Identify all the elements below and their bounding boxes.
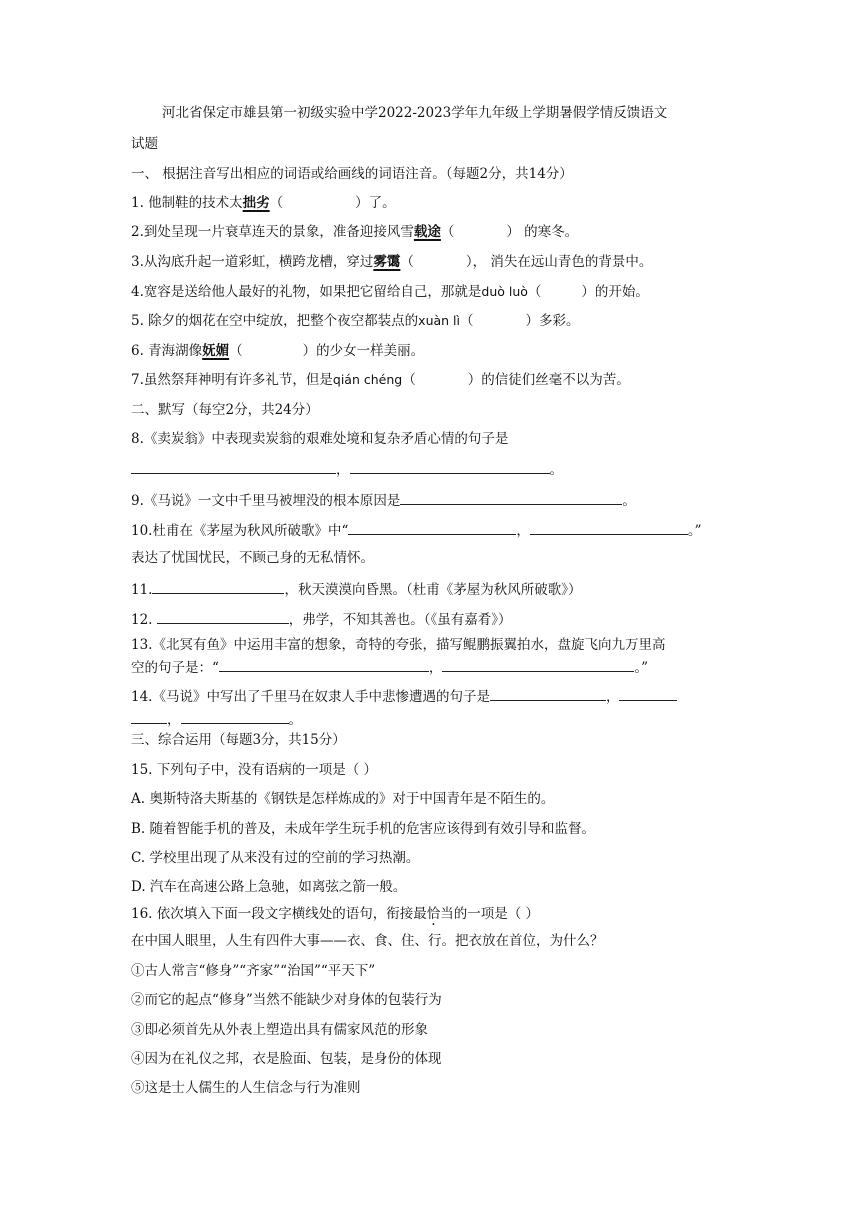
question-11: 11. ，秋天漠漠向昏黑。（杜甫《茅屋为秋风所破歌》） (131, 579, 581, 599)
option-d: D. 汽车在高速公路上急驰，如离弦之箭一般。 (131, 879, 407, 895)
underlined-word: 拙劣 (242, 195, 270, 211)
option-a: A. 奥斯特洛夫斯基的《钢铁是怎样炼成的》对于中国青年是不陌生的。 (131, 791, 555, 807)
section2-heading: 二、默写（每空2分，共24分） (131, 402, 319, 418)
answer-blank[interactable] (157, 609, 289, 624)
question-5: 5. 除夕的烟花在空中绽放，把整个夜空都装点的xuàn lì（ ）多彩。 (131, 313, 580, 329)
answer-blank[interactable] (131, 709, 167, 724)
sentence-2: ②而它的起点“修身”当然不能缺少对身体的包装行为 (131, 992, 442, 1008)
question-13-blanks: 空的句子是：“ ， 。” (131, 657, 648, 677)
question-13: 13.《北冥有鱼》中运用丰富的想象，奇特的夸张，描写鲲鹏振翼拍水，盘旋飞向九万里高 (131, 637, 666, 653)
answer-blank[interactable] (181, 709, 289, 724)
section1-heading: 一、 根据注音写出相应的词语或给画线的词语注音。（每题2分，共14分） (131, 166, 573, 182)
answer-blank[interactable] (400, 490, 622, 505)
question-10: 10.杜甫在《茅屋为秋风所破歌》中“ ， 。” (131, 520, 702, 540)
question-14: 14.《马说》中写出了千里马在奴隶人手中悲惨遭遇的句子是 ， (131, 686, 677, 706)
question-8: 8.《卖炭翁》中表现卖炭翁的艰难处境和复杂矛盾心情的句子是 (131, 431, 509, 447)
option-c: C. 学校里出现了从来没有过的空前的学习热潮。 (131, 850, 420, 866)
question-8-blanks: ， 。 (131, 459, 563, 479)
exam-title-line1: 河北省保定市雄县第一初级实验中学2022-2023学年九年级上学期暑假学情反馈语文 (162, 105, 668, 121)
answer-blank[interactable] (350, 459, 550, 474)
pinyin-prompt: xuàn lì (418, 313, 460, 328)
exam-title-line2: 试题 (131, 136, 158, 152)
question-6: 6. 青海湖像妩媚（ ）的少女一样美丽。 (131, 343, 425, 359)
question-2: 2.到处呈现一片衰草连天的景象，准备迎接风雪载途（ ） 的寒冬。 (131, 224, 579, 240)
question-1: 1. 他制鞋的技术太拙劣（ ）了。 (131, 195, 396, 211)
answer-blank[interactable] (442, 657, 634, 672)
answer-blank[interactable] (490, 686, 606, 701)
underlined-word: 妩媚 (202, 343, 230, 359)
answer-blank[interactable] (530, 520, 688, 535)
question-14-blanks: ， 。 (131, 709, 302, 729)
answer-blank[interactable] (348, 520, 516, 535)
answer-blank[interactable] (619, 686, 677, 701)
question-3: 3.从沟底升起一道彩虹，横跨龙槽，穿过雾霭（ ）， 消失在远山青色的背景中。 (131, 254, 653, 270)
emphasis-char: 恰 (426, 906, 441, 922)
sentence-1: ①古人常言“修身”“齐家”“治国”“平天下” (131, 963, 376, 979)
question-16-passage: 在中国人眼里，人生有四件大事——衣、食、住、行。把衣放在首位，为什么？ (131, 933, 604, 949)
question-15: 15. 下列句子中，没有语病的一项是（ ） (131, 762, 378, 778)
pinyin-prompt: duò luò (481, 284, 528, 299)
sentence-3: ③即必须首先从外表上塑造出具有儒家风范的形象 (131, 1022, 428, 1038)
answer-blank[interactable] (152, 579, 284, 594)
section3-heading: 三、综合运用（每题3分，共15分） (131, 732, 346, 748)
option-b: B. 随着智能手机的普及，未成年学生玩手机的危害应该得到有效引导和监督。 (131, 821, 596, 837)
sentence-4: ④因为在礼仪之邦，衣是脸面、包装，是身份的体现 (131, 1051, 442, 1067)
question-12: 12. ，弗学，不知其善也。（《虽有嘉肴》） (131, 609, 512, 629)
question-16: 16. 依次填入下面一段文字横线处的语句，衔接最恰当的一项是（ ） (131, 906, 540, 922)
pinyin-prompt: qián chéng (332, 372, 403, 387)
question-4: 4.宽容是送给他人最好的礼物，如果把它留给自己，那就是duò luò（ ）的开始。 (131, 284, 649, 300)
sentence-5: ⑤这是士人儒生的人生信念与行为准则 (131, 1080, 361, 1096)
answer-blank[interactable] (131, 459, 336, 474)
question-7: 7.虽然祭拜神明有许多礼节，但是qián chéng（ ）的信徒们丝毫不以为苦。 (131, 372, 630, 388)
answer-blank[interactable] (219, 657, 429, 672)
underlined-word: 雾霭 (373, 254, 401, 270)
underlined-word: 载途 (413, 224, 441, 240)
question-10-continued: 表达了忧国忧民，不顾己身的无私情怀。 (131, 550, 374, 566)
question-9: 9.《马说》一文中千里马被埋没的根本原因是 。 (131, 490, 636, 510)
